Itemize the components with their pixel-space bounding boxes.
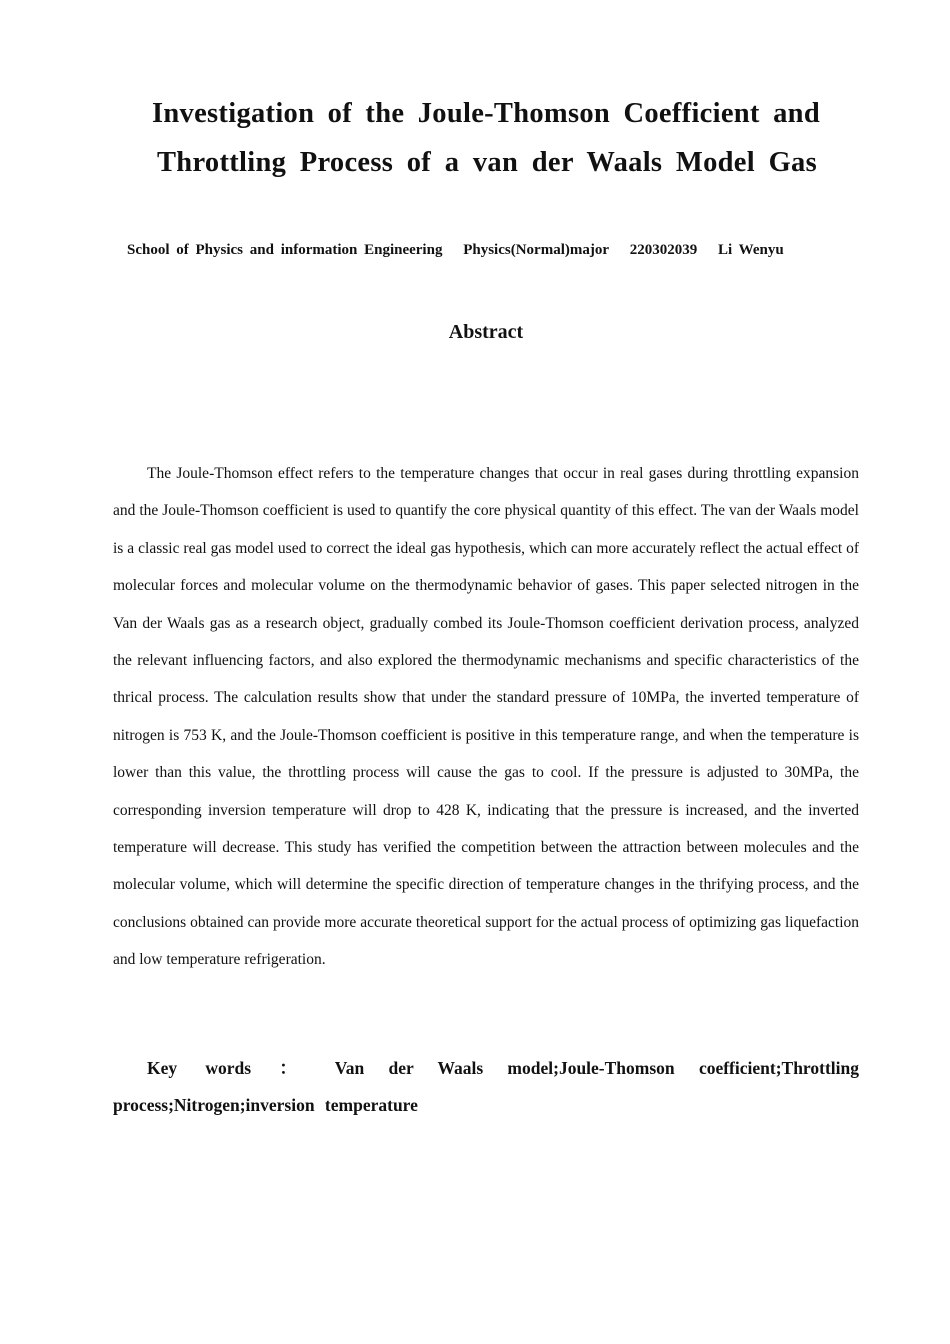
author-line (127, 242, 847, 259)
author-school: School of Physics and information Engineering (127, 242, 443, 258)
author-major: Physics(Normal)major (463, 242, 609, 258)
abstract-heading: Abstract (448, 321, 524, 343)
author-student-id: 220302039 (629, 242, 698, 258)
keywords-label: Key words ： (147, 1058, 311, 1078)
keywords-paragraph (113, 1050, 859, 1124)
abstract-body: The Joule-Thomson effect refers to the temperature changes that occur in real gases during throttling expansion and the Joule-Thomson coefficient is used to quantify the core physical quantity of this effect. The van der Waals model is a classic real gas model used to correct the ideal gas hypothesis, which can more accurately reflect the actual effect of molecular forces and molecular volume on the thermodynamic behavior of gases. This paper selected nitrogen in the Van der Waals gas as a research object, gradually combed its Joule-Thomson coefficient derivation process, analyzed the relevant influencing factors, and also explored the thermodynamic mechanisms and specific characteristics of the thrical process. The calculation results show that under the standard pressure of 10MPa, the inverted temperature of nitrogen is 753 K, and the Joule-Thomson coefficient is positive in this temperature range, and when the temperature is lower than this value, the throttling process will cause the gas to cool. If the pressure is adjusted to 30MPa, the corresponding inversion temperature will drop to 428 K, indicating that the pressure is increased, and the inverted temperature will decrease. This study has verified the competition between the attraction between molecules and the molecular volume, which will determine the specific direction of temperature changes in the thrifying process, and the conclusions obtained can provide more accurate theoretical support for the actual process of optimizing gas liquefaction and low temperature refrigeration. (113, 465, 859, 969)
keywords-text: Van der Waals model;Joule-Thomson coefficient;Throttling process;Nitrogen;inversion temperature (113, 1058, 859, 1115)
author-name: Li Wenyu (718, 242, 784, 258)
paper-title-line-1: Investigation of the Joule-Thomson Coefficient and (152, 98, 820, 129)
paper-title-line-2: Throttling Process of a van der Waals Model Gas (157, 147, 817, 178)
